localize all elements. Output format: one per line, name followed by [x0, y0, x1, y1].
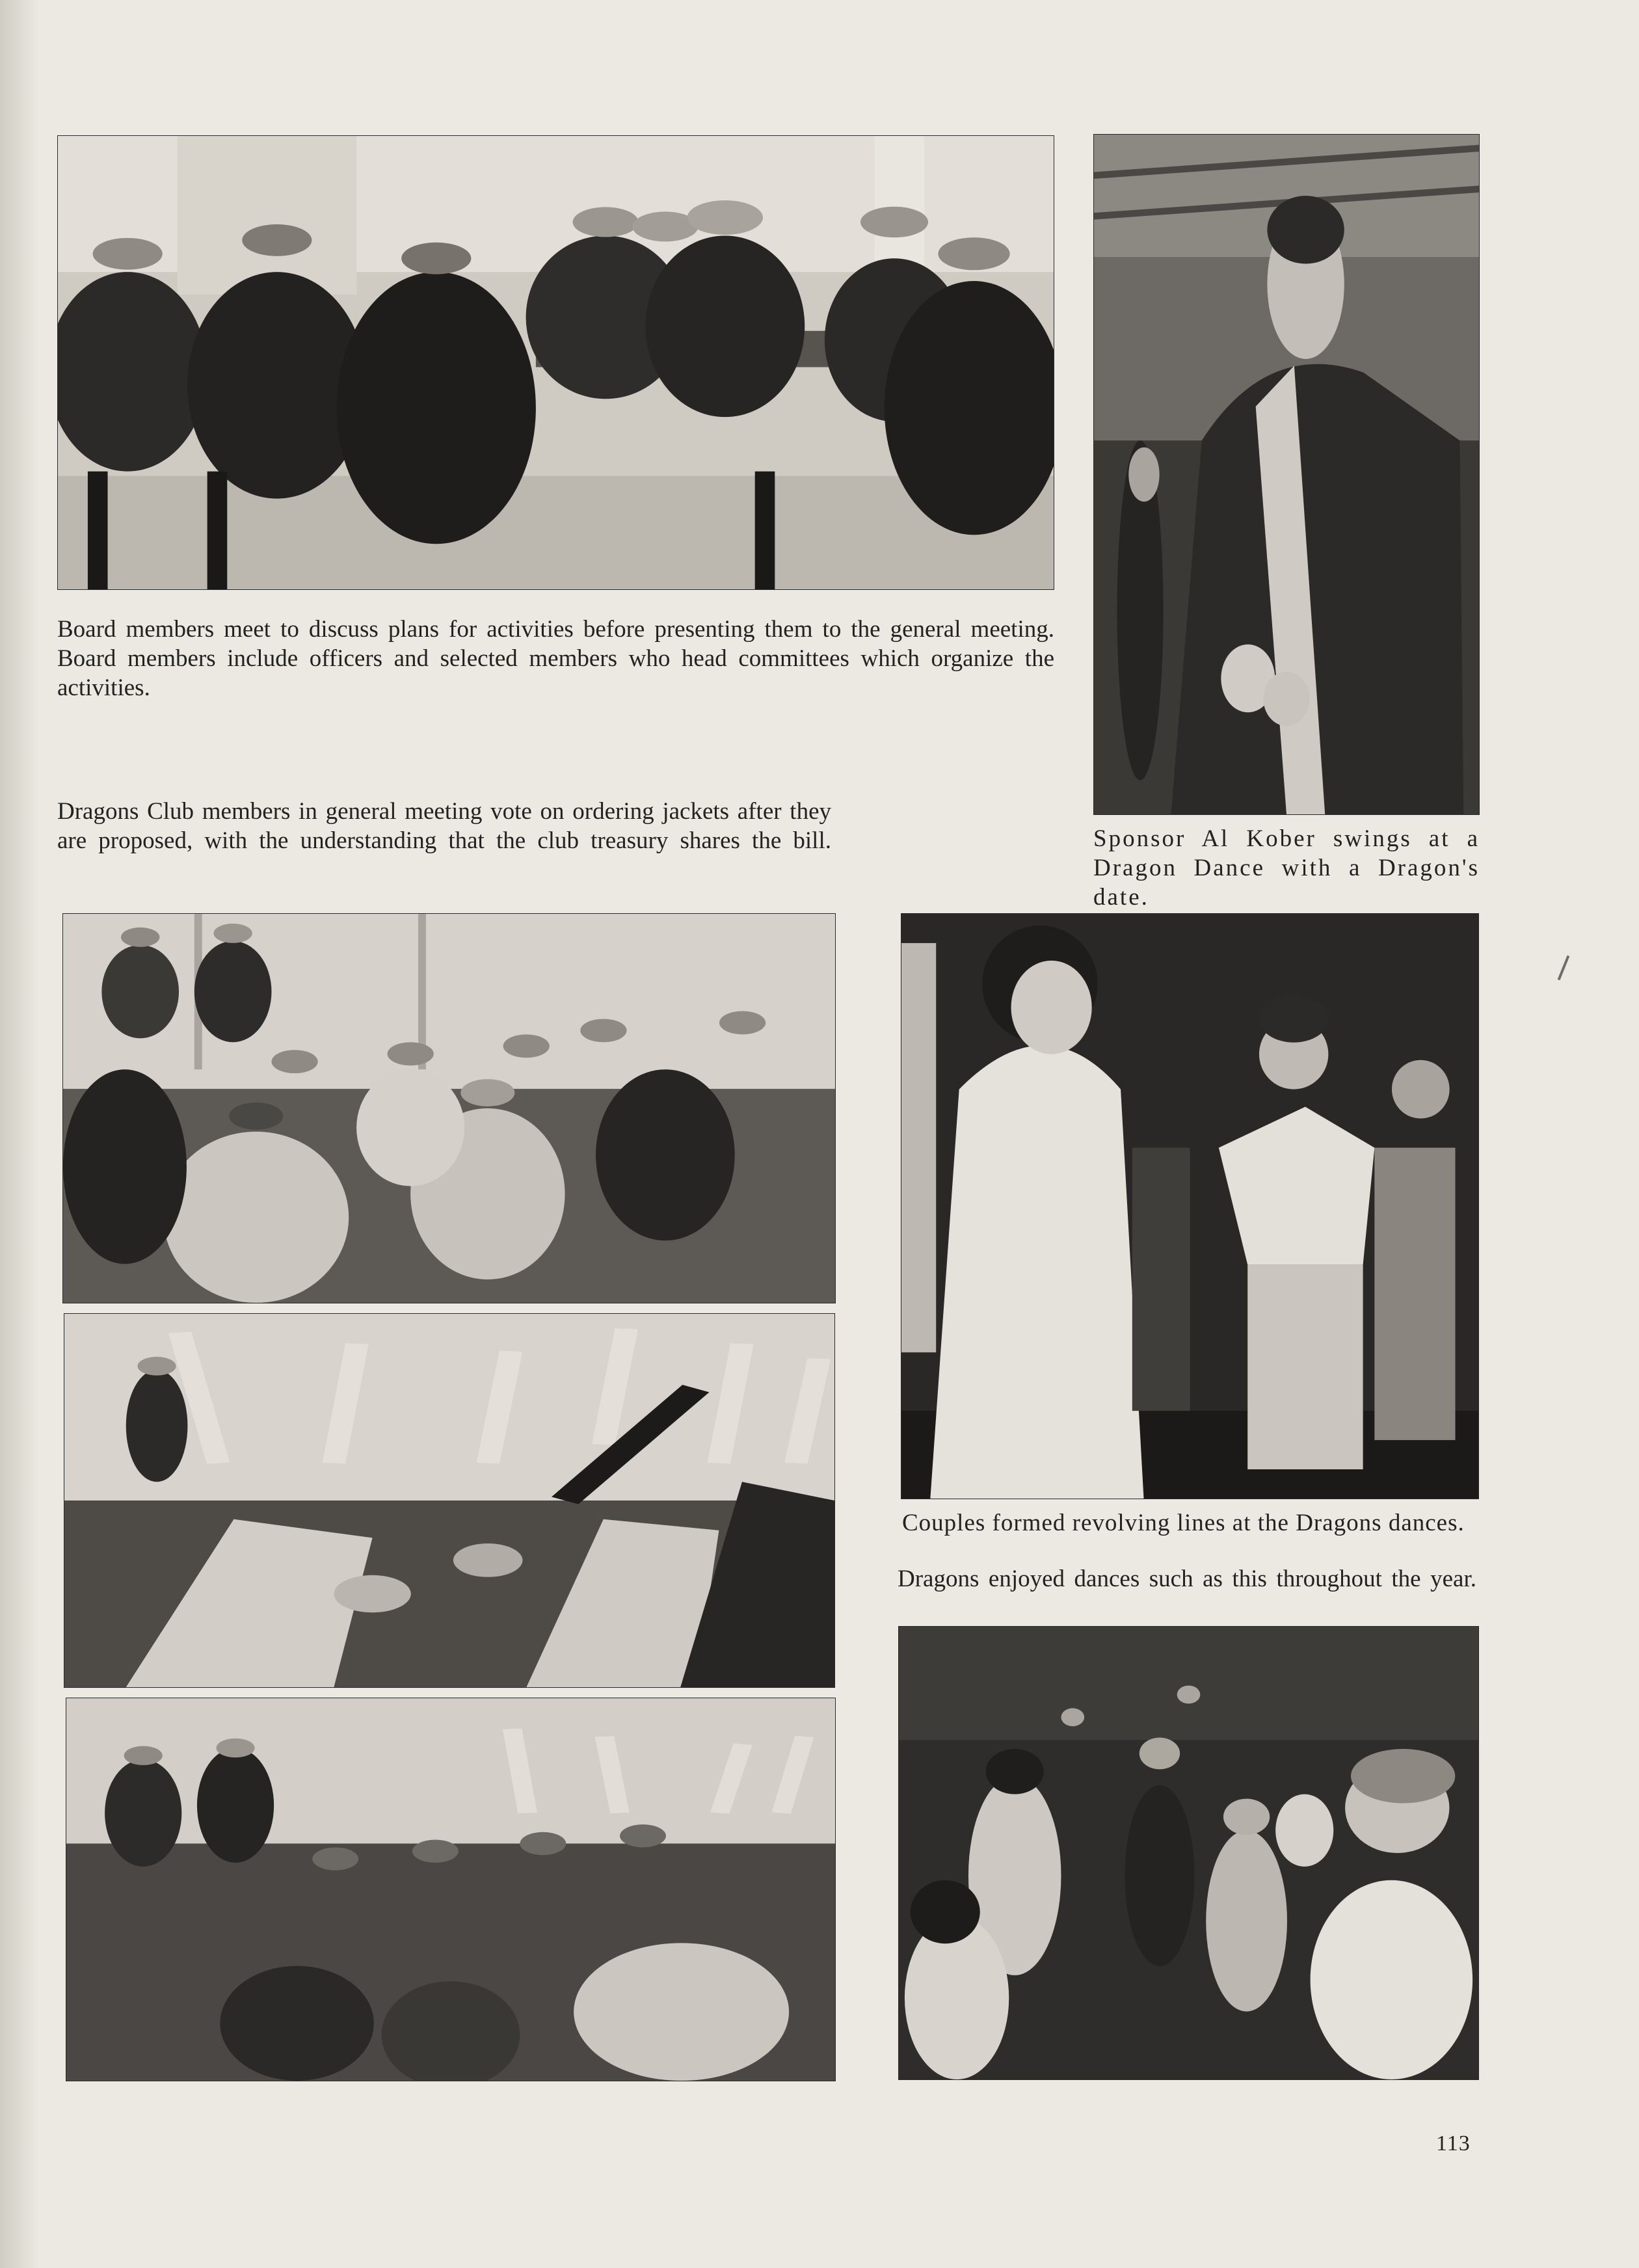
revolving-lines-photo — [901, 913, 1479, 1499]
board-meeting-caption: Board members meet to discuss plans for activities before presenting them to the general meeting. Board members include officers and selected members who head committees which organize the activities. — [57, 616, 1054, 701]
page-edge-shadow — [0, 0, 39, 2268]
board-meeting-photo — [57, 135, 1054, 590]
dance-floor-photo — [898, 1626, 1479, 2080]
vote-hands-second-photo — [66, 1698, 836, 2081]
page-number: 113 — [1436, 2131, 1471, 2155]
stray-pencil-mark — [1558, 955, 1570, 981]
revolving-lines-caption: Couples formed revolving lines at the Dragons dances. — [902, 1510, 1465, 1536]
sponsor-dance-photo — [1093, 134, 1480, 815]
general-meeting-caption: Dragons Club members in general meeting vote on ordering jackets after they are proposed, with the understanding that the club treasury shares the bill. — [57, 798, 831, 854]
sponsor-caption: Sponsor Al Kober swings at a Dragon Dance with a Dragon's date. — [1093, 825, 1480, 911]
vote-hands-photo — [64, 1313, 835, 1688]
dances-year-caption: Dragons enjoyed dances such as this throughout the year. — [898, 1566, 1476, 1592]
general-meeting-photo — [62, 913, 836, 1303]
